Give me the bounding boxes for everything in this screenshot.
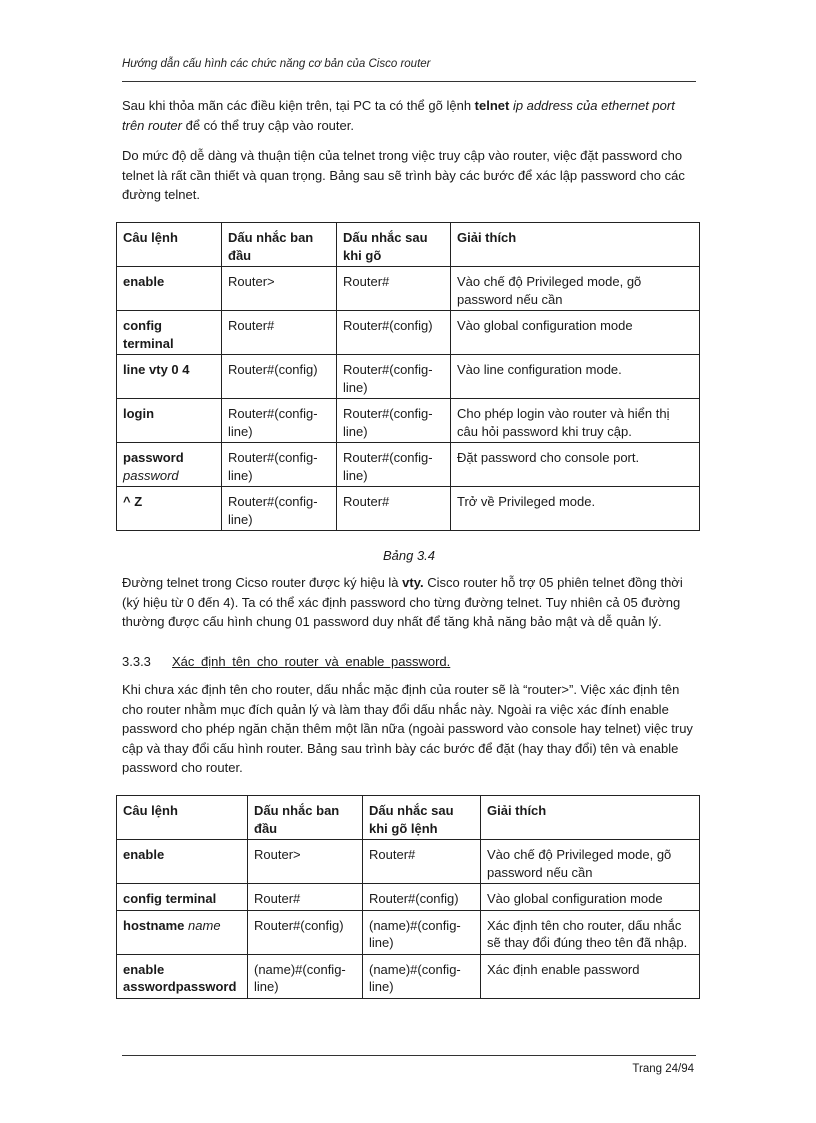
paragraph-vty <box>122 573 696 632</box>
section-number: 3.3.3 <box>122 654 151 669</box>
table-row <box>117 954 700 998</box>
footer-rule <box>122 1055 696 1056</box>
command-cell: enable <box>117 267 222 311</box>
command-cell: hostname name <box>117 910 248 954</box>
resulting-prompt-cell: Router#(config-line) <box>337 399 451 443</box>
col-header-explanation: Giải thích <box>481 796 700 840</box>
command-cell: enable <box>117 840 248 884</box>
initial-prompt-cell: Router#(config-line) <box>222 399 337 443</box>
col-header-explanation: Giải thích <box>451 223 700 267</box>
initial-prompt-cell: Router#(config-line) <box>222 487 337 531</box>
table-row <box>117 267 700 311</box>
resulting-prompt-cell: Router# <box>337 487 451 531</box>
table-row <box>117 840 700 884</box>
initial-prompt-cell: Router#(config) <box>222 355 337 399</box>
telnet-password-table <box>116 222 700 531</box>
resulting-prompt-cell: Router#(config-line) <box>337 355 451 399</box>
resulting-prompt-cell: Router#(config) <box>337 311 451 355</box>
initial-prompt-cell: Router> <box>248 840 363 884</box>
explanation-cell: Vào chế độ Privileged mode, gõ password nếu cần <box>451 267 700 311</box>
table-row <box>117 910 700 954</box>
hostname-password-table <box>116 795 700 999</box>
page-number: Trang 24/94 <box>632 1063 694 1075</box>
explanation-cell: Vào global configuration mode <box>481 884 700 911</box>
text: Cisco router hỗ trợ 05 phiên telnet đồng thời (ký hiệu từ 0 đến 4). Ta có thể xác định password cho từng đường telnet. Tuy nhiên cả 05 đường thường được cấu hình chung 01 password duy nhất để tăng khả năng bảo mật và dễ quản lý. <box>122 575 683 629</box>
header-rule <box>122 81 696 82</box>
table-row <box>117 311 700 355</box>
section-title: Xác định tên cho router và enable password. <box>172 654 451 669</box>
table-row <box>117 443 700 487</box>
col-header-resulting-prompt: Dấu nhắc sau khi gõ lệnh <box>363 796 481 840</box>
table-row <box>117 399 700 443</box>
resulting-prompt-cell: Router# <box>337 267 451 311</box>
initial-prompt-cell: Router> <box>222 267 337 311</box>
initial-prompt-cell: Router#(config) <box>248 910 363 954</box>
table-row <box>117 884 700 911</box>
explanation-cell: Vào chế độ Privileged mode, gõ password nếu cần <box>481 840 700 884</box>
explanation-cell: Đặt password cho console port. <box>451 443 700 487</box>
paragraph-hostname: Khi chưa xác định tên cho router, dấu nhắc mặc định của router sẽ là “router>”. Việc xác định tên cho router nhằm mục đích quản lý và làm thay đổi dấu nhắc này. Ngoài ra việc xác đính enable password cho phép ngăn chặn thêm một lần nữa (ngoài password vào console hay telnet) việc truy cập và thay đổi cấu hình router. Bảng sau trình bày các bước để đặt (hay thay đổi) tên và enable password cho router. <box>122 682 693 775</box>
explanation-cell: Vào line configuration mode. <box>451 355 700 399</box>
telnet-command: telnet <box>474 98 510 113</box>
initial-prompt-cell: Router# <box>222 311 337 355</box>
table-row <box>117 355 700 399</box>
col-header-initial-prompt: Dấu nhắc ban đầu <box>222 223 337 267</box>
text: Sau khi thỏa mãn các điều kiện trên, tại PC ta có thể gõ lệnh <box>122 98 475 113</box>
table-caption: Bảng 3.4 <box>382 548 436 563</box>
command-cell: config terminal <box>117 884 248 911</box>
resulting-prompt-cell: (name)#(config-line) <box>363 954 481 998</box>
col-header-command: Câu lệnh <box>117 223 222 267</box>
resulting-prompt-cell: Router#(config) <box>363 884 481 911</box>
explanation-cell: Cho phép login vào router và hiển thị câu hỏi password khi truy cập. <box>451 399 700 443</box>
resulting-prompt-cell: Router#(config-line) <box>337 443 451 487</box>
resulting-prompt-cell: (name)#(config-line) <box>363 910 481 954</box>
initial-prompt-cell: Router#(config-line) <box>222 443 337 487</box>
initial-prompt-cell: Router# <box>248 884 363 911</box>
explanation-cell: Trở về Privileged mode. <box>451 487 700 531</box>
paragraph-telnet-password: Do mức độ dễ dàng và thuận tiện của telnet trong việc truy cập vào router, việc đặt password cho telnet là rất cần thiết và quan trọng. Bảng sau sẽ trình bày các bước để xác lập password cho các đường telnet. <box>122 148 685 202</box>
command-cell: password password <box>117 443 222 487</box>
page-header: Hướng dẫn cấu hình các chức năng cơ bản của Cisco router <box>122 58 431 70</box>
initial-prompt-cell: (name)#(config-line) <box>248 954 363 998</box>
table-row <box>117 487 700 531</box>
command-cell: line vty 0 4 <box>117 355 222 399</box>
col-header-initial-prompt: Dấu nhắc ban đầu <box>248 796 363 840</box>
resulting-prompt-cell: Router# <box>363 840 481 884</box>
telnet-argument: ip address của ethernet port trên router <box>122 98 675 133</box>
text: Đường telnet trong Cicso router được ký hiệu là <box>122 575 403 590</box>
paragraph-telnet-intro <box>122 96 696 135</box>
col-header-command: Câu lệnh <box>117 796 248 840</box>
col-header-resulting-prompt: Dấu nhắc sau khi gõ <box>337 223 451 267</box>
explanation-cell: Xác định enable password <box>481 954 700 998</box>
table-header-row <box>117 796 700 840</box>
command-cell: config terminal <box>117 311 222 355</box>
vty-keyword: vty. <box>402 575 424 590</box>
table-header-row <box>117 223 700 267</box>
command-cell: login <box>117 399 222 443</box>
explanation-cell: Vào global configuration mode <box>451 311 700 355</box>
explanation-cell: Xác định tên cho router, dấu nhắc sẽ thay đổi đúng theo tên đã nhập. <box>481 910 700 954</box>
text: để có thể truy cập vào router. <box>181 117 354 133</box>
section-heading <box>122 654 450 669</box>
command-cell: enable asswordpassword <box>117 954 248 998</box>
command-cell: ^ Z <box>117 487 222 531</box>
